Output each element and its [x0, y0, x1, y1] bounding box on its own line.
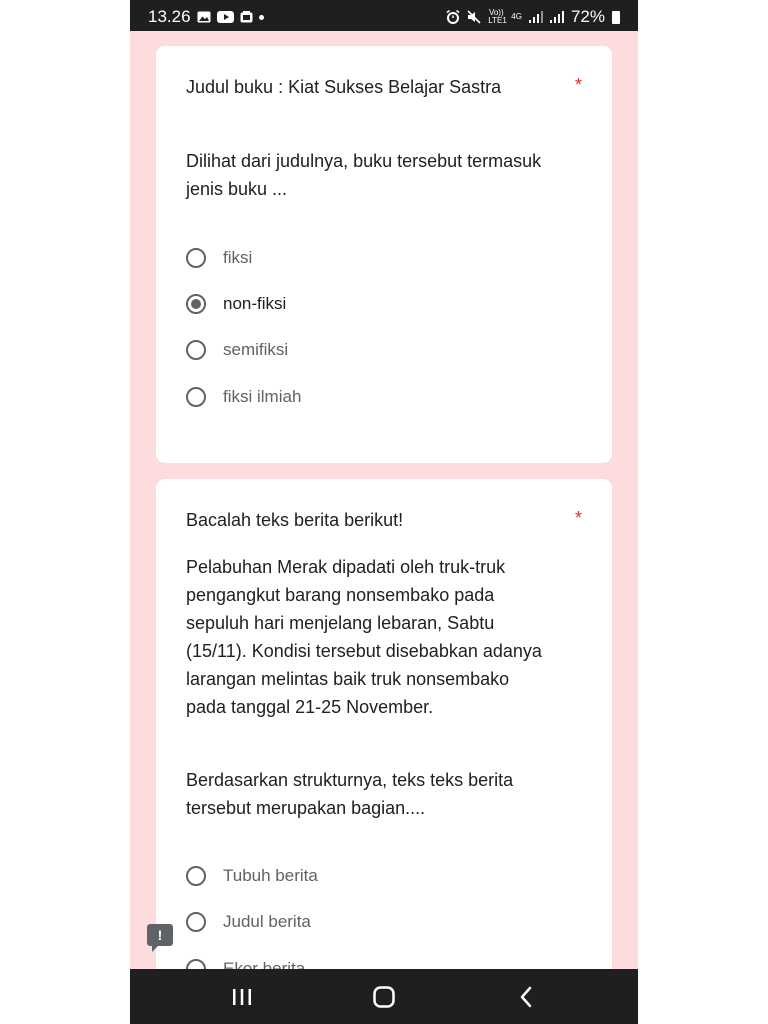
- radio-button[interactable]: [186, 340, 206, 360]
- home-icon[interactable]: [354, 969, 414, 1024]
- option-fiksi-ilmiah[interactable]: [186, 387, 301, 407]
- question-2-title: Bacalah teks berita berikut!: [186, 510, 404, 530]
- required-asterisk: *: [574, 75, 582, 95]
- notification-dot-icon: [259, 15, 264, 20]
- status-bar: [130, 0, 638, 31]
- question-1-title: Judul buku : Kiat Sukses Belajar Sastra: [186, 77, 502, 97]
- navigation-bar: [130, 969, 638, 1024]
- required-asterisk: *: [574, 508, 582, 528]
- radio-button[interactable]: [186, 866, 206, 886]
- signal-icon: [550, 11, 564, 23]
- phone-screen: [130, 0, 638, 1024]
- mute-icon: [467, 10, 481, 24]
- option-label: non-fiksi: [223, 294, 287, 313]
- status-time: 13.26: [148, 7, 191, 26]
- option-fiksi[interactable]: [186, 248, 252, 268]
- youtube-icon: [217, 11, 234, 23]
- radio-button[interactable]: [186, 248, 206, 268]
- signal-icon: [529, 11, 543, 23]
- option-label: fiksi: [223, 248, 253, 267]
- status-right: [446, 7, 620, 27]
- question-2-prompt: Berdasarkan strukturnya, teks teks berita tersebut merupakan bagian....: [186, 770, 514, 818]
- question-1-prompt: Dilihat dari judulnya, buku tersebut termasuk jenis buku ...: [186, 151, 542, 199]
- option-label: fiksi ilmiah: [223, 387, 302, 406]
- radio-button-selected[interactable]: [186, 294, 206, 314]
- option-judul-berita[interactable]: [186, 912, 311, 932]
- radio-button[interactable]: [186, 387, 206, 407]
- question-card-1: [156, 46, 612, 463]
- radio-button[interactable]: [186, 912, 206, 932]
- option-label: Judul berita: [223, 912, 311, 931]
- volte-icon: Vo)) LTE1: [488, 8, 507, 25]
- option-label: Tubuh berita: [223, 866, 318, 885]
- 4g-icon: 4G: [511, 12, 522, 21]
- battery-icon: [612, 11, 620, 24]
- option-tubuh-berita[interactable]: [186, 866, 318, 886]
- image-icon: [197, 11, 211, 23]
- question-2-passage: Pelabuhan Merak dipadati oleh truk-truk pengangkut barang nonsembako pada sepuluh hari menjelang lebaran, Sabtu (15/11). Kondisi tersebut disebabkan adanya larangan melintas baik truk nonsembako pada tanggal 21-25 November.: [186, 557, 542, 717]
- recents-icon[interactable]: [212, 969, 272, 1024]
- question-card-2: [156, 479, 612, 1024]
- status-left: [148, 7, 264, 27]
- app-icon: [240, 11, 253, 23]
- back-icon[interactable]: [496, 969, 556, 1024]
- feedback-icon[interactable]: !: [147, 924, 173, 946]
- option-semifiksi[interactable]: [186, 340, 288, 360]
- battery-percent: 72%: [570, 7, 605, 26]
- option-non-fiksi[interactable]: [186, 294, 286, 314]
- alarm-icon: [446, 10, 460, 24]
- option-label: semifiksi: [223, 340, 289, 359]
